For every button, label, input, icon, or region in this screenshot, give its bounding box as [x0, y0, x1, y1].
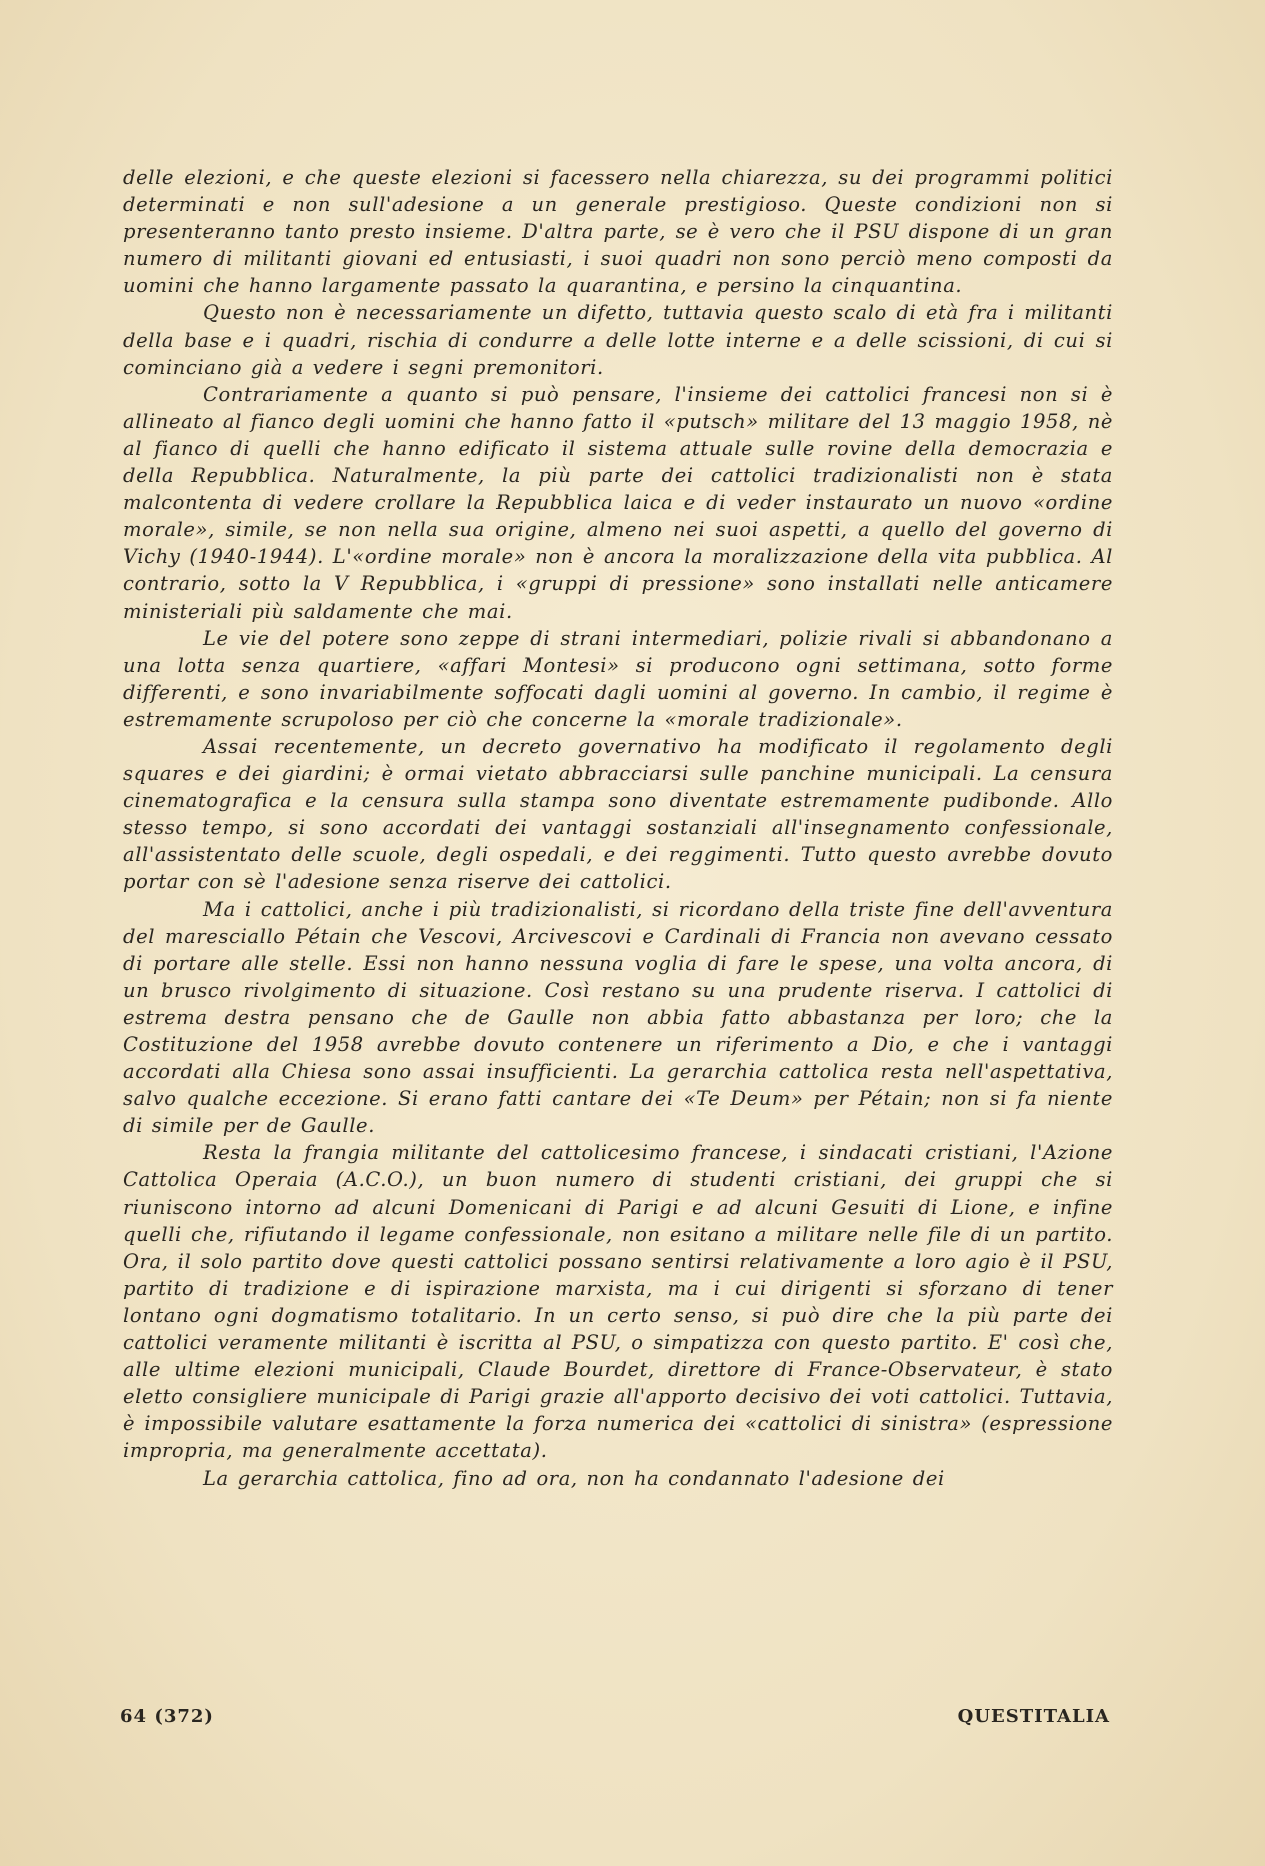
paragraph-3: Contrariamente a quanto si può pensare, l'insieme dei cattolici francesi non si è allineato al fianco degli uomini che hanno fatto il «putsch» militare del 13 maggio 1958, nè al fianco di quelli che hanno edificato il sistema attuale sulle rovine della democrazia e della Repubblica. Naturalmente, la più parte dei cattolici tradizionalisti non è stata malcontenta di vedere crollare la Repubblica laica e di veder instaurato un nuovo «ordine morale», simile, se non nella sua origine, almeno nei suoi aspetti, a quello del governo di Vichy (1940-1944). L'«ordine morale» non è ancora la moralizzazione della vita pubblica. Al contrario, sotto la V Repubblica, i «gruppi di pressione» sono installati nelle anticamere ministeriali più saldamente che mai. [123, 382, 1113, 623]
journal-name: QUESTITALIA [957, 1706, 1110, 1727]
paragraph-2: Questo non è necessariamente un difetto, tuttavia questo scalo di età fra i militanti della base e i quadri, rischia di condurre a delle lotte interne e a delle scissioni, di cui si cominciano già a vedere i segni premonitori. [123, 301, 1113, 379]
paragraph-4: Le vie del potere sono zeppe di strani intermediari, polizie rivali si abbandonano a una lotta senza quartiere, «affari Montesi» si producono ogni settimana, sotto forme differenti, e sono invariabilmente soffocati dagli uomini al governo. In cambio, il regime è estremamente scrupoloso per ciò che concerne la «morale tradizionale». [123, 626, 1113, 731]
paragraph-7: Resta la frangia militante del cattolicesimo francese, i sindacati cristiani, l'Azione Cattolica Operaia (A.C.O.), un buon numero di studenti cristiani, dei gruppi che si riuniscono intorno ad alcuni Domenicani di Parigi e ad alcuni Gesuiti di Lione, e infine quelli che, rifiutando il legame confessionale, non esitano a militare nelle file di un partito. Ora, il solo partito dove questi cattolici possano sentirsi relativamente a loro agio è il PSU, partito di tradizione e di ispirazione marxista, ma i cui dirigenti si sforzano di tener lontano ogni dogmatismo totalitario. In un certo senso, si può dire che la più parte dei cattolici veramente militanti è iscritta al PSU, o simpatizza con questo partito. E' così che, alle ultime elezioni municipali, Claude Bourdet, direttore di France-Observateur, è stato eletto consigliere municipale di Parigi grazie all'apporto decisivo dei voti cattolici. Tuttavia, è impossibile valutare esattamente la forza numerica dei «cattolici di sinistra» (espressione impropria, ma generalmente accettata). [123, 1141, 1113, 1463]
body-text [123, 164, 1113, 1492]
paragraph-8: La gerarchia cattolica, fino ad ora, non ha condannato l'adesione dei [203, 1466, 945, 1490]
page-number: 64 (372) [120, 1706, 214, 1727]
paragraph-1: delle elezioni, e che queste elezioni si facessero nella chiarezza, su dei programmi politici determinati e non sull'adesione a un generale prestigioso. Queste condizioni non si presenteranno tanto presto insieme. D'altra parte, se è vero che il PSU dispone di un gran numero di militanti giovani ed entusiasti, i suoi quadri non sono perciò meno composti da uomini che hanno largamente passato la quarantina, e persino la cinquantina. [123, 166, 1113, 298]
paragraph-5: Assai recentemente, un decreto governativo ha modificato il regolamento degli squares e dei giardini; è ormai vietato abbracciarsi sulle panchine municipali. La censura cinematografica e la censura sulla stampa sono diventate estremamente pudibonde. Allo stesso tempo, si sono accordati dei vantaggi sostanziali all'insegnamento confessionale, all'assistentato delle scuole, degli ospedali, e dei reggimenti. Tutto questo avrebbe dovuto portar con sè l'adesione senza riserve dei cattolici. [123, 734, 1113, 894]
paragraph-6: Ma i cattolici, anche i più tradizionalisti, si ricordano della triste fine dell'avventura del maresciallo Pétain che Vescovi, Arcivescovi e Cardinali di Francia non avevano cessato di portare alle stelle. Essi non hanno nessuna voglia di fare le spese, una volta ancora, di un brusco rivolgimento di situazione. Così restano su una prudente riserva. I cattolici di estrema destra pensano che de Gaulle non abbia fatto abbastanza per loro; che la Costituzione del 1958 avrebbe dovuto contenere un riferimento a Dio, e che i vantaggi accordati alla Chiesa sono assai insufficienti. La gerarchia cattolica resta nell'aspettativa, salvo qualche eccezione. Si erano fatti cantare dei «Te Deum» per Pétain; non si fa niente di simile per de Gaulle. [123, 897, 1113, 1138]
